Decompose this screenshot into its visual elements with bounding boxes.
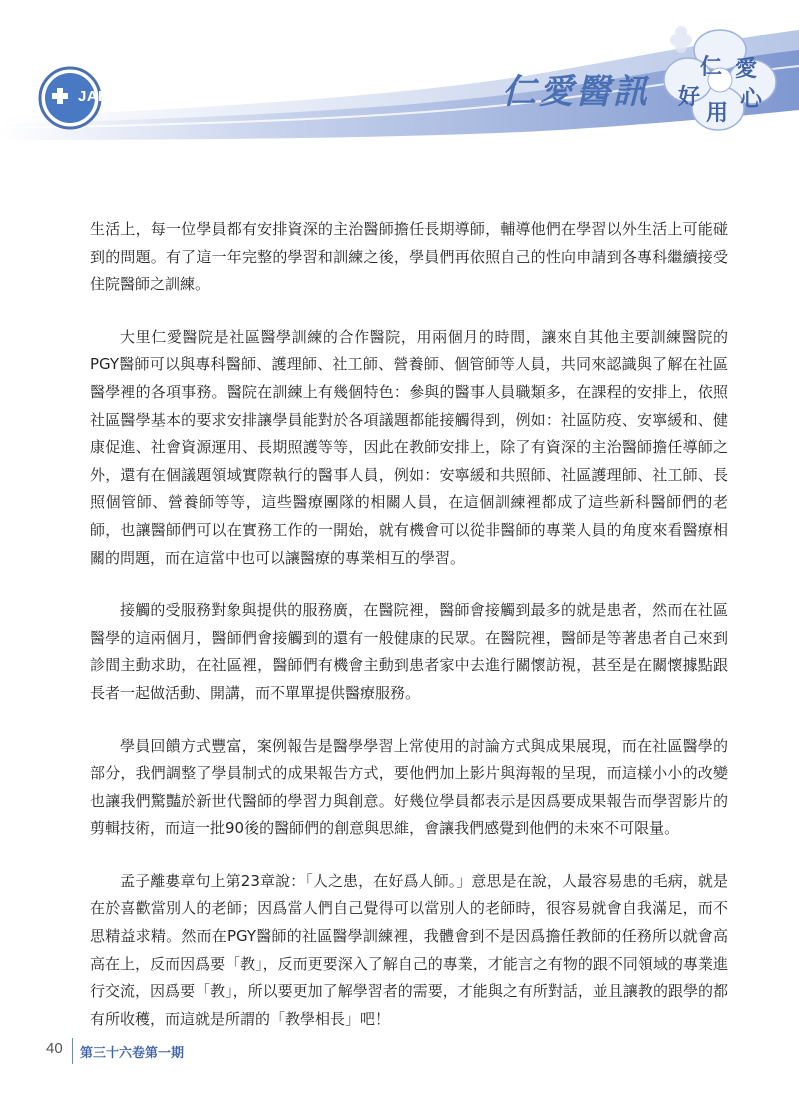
paragraph: 接觸的受服務對象與提供的服務廣，在醫院裡，醫師會接觸到最多的就是患者，然而在社區醫學的這兩個月，醫師們會接觸到的還有一般健康的民眾。在醫院裡，醫師是等著患者自己來到診間主動求助，在社區裡，醫師們有機會主動到患者家中去進行關懷訪視，甚至是在關懷據點跟長者一起做活動、開講，而不單單提供醫療服務。	[90, 601, 728, 702]
page-header	[0, 0, 799, 150]
slogan-char: 用	[706, 100, 729, 126]
paragraph: 孟子離婁章句上第23章說：「人之患，在好爲人師。」意思是在說，人最容易患的毛病，就是在於喜歡當別人的老師；因爲當人們自己覺得可以當別人的老師時，很容易就會自我滿足，而不思精益求精。然而在PGY醫師的社區醫學訓練裡，我體會到不是因爲擔任教師的任務所以就會高高在上，反而因爲要「教」，反而更要深入了解自己的專業，才能言之有物的跟不同領域的專業進行交流，因爲要「教」，所以要更加了解學習者的需要，才能與之有所對話，並且讓教的跟學的都有所收穫，而這就是所謂的「教學相長」吧！	[90, 871, 728, 1028]
slogan-char: 愛	[735, 56, 758, 82]
slogan-char: 好	[678, 84, 701, 110]
footer-divider	[72, 1038, 73, 1064]
slogan-char: 心	[740, 86, 763, 112]
page-number: 40	[46, 1040, 63, 1057]
paragraph: 生活上，每一位學員都有安排資深的主治醫師擔任長期導師，輔導他們在學習以外生活上可能碰到的問題。有了這一年完整的學習和訓練之後，學員們再依照自己的性向申請到各專科繼續接受住院醫師之訓練。	[90, 220, 728, 294]
paragraph: 學員回饋方式豐富，案例報告是醫學學習上常使用的討論方式與成果展現，而在社區醫學的部分，我們調整了學員制式的成果報告方式，要他們加上影片與海報的呈現，而這樣小小的改變也讓我們驚豔於新世代醫師的學習力與創意。好幾位學員都表示是因爲要成果報告而學習影片的剪輯技術，而這一批90後的醫師們的創意與思維，會讓我們感覺到他們的未來不可限量。	[90, 736, 728, 838]
issue-label: 第三十六卷第一期	[80, 1046, 185, 1061]
slogan-char: 仁	[700, 54, 723, 80]
publication-title: 仁愛醫訊	[502, 72, 650, 112]
header-banner	[0, 0, 799, 150]
article-body	[90, 216, 728, 1058]
logo-text: JAH	[78, 88, 110, 105]
paragraph: 大里仁愛醫院是社區醫學訓練的合作醫院，用兩個月的時間，讓來自其他主要訓練醫院的PGY醫師可以與專科醫師、護理師、社工師、營養師、個管師等人員，共同來認識與了解在社區醫學裡的各項事務。醫院在訓練上有幾個特色：參與的醫事人員職類多，在課程的安排上，依照社區醫學基本的要求安排讓學員能對於各項議題都能接觸得到，例如：社區防疫、安寧緩和、健康促進、社會資源運用、長期照護等等，因此在教師安排上，除了有資深的主治醫師擔任導師之外，還有在個議題領域實際執行的醫事人員，例如：安寧緩和共照師、社區護理師、社工師、長照個管師、營養師等等，這些醫療團隊的相關人員，在這個訓練裡都成了這些新科醫師們的老師，也讓醫師們可以在實務工作的一開始，就有機會可以從非醫師的專業人員的角度來看醫療相關的問題，而在這當中也可以讓醫療的專業相互的學習。	[90, 327, 728, 567]
